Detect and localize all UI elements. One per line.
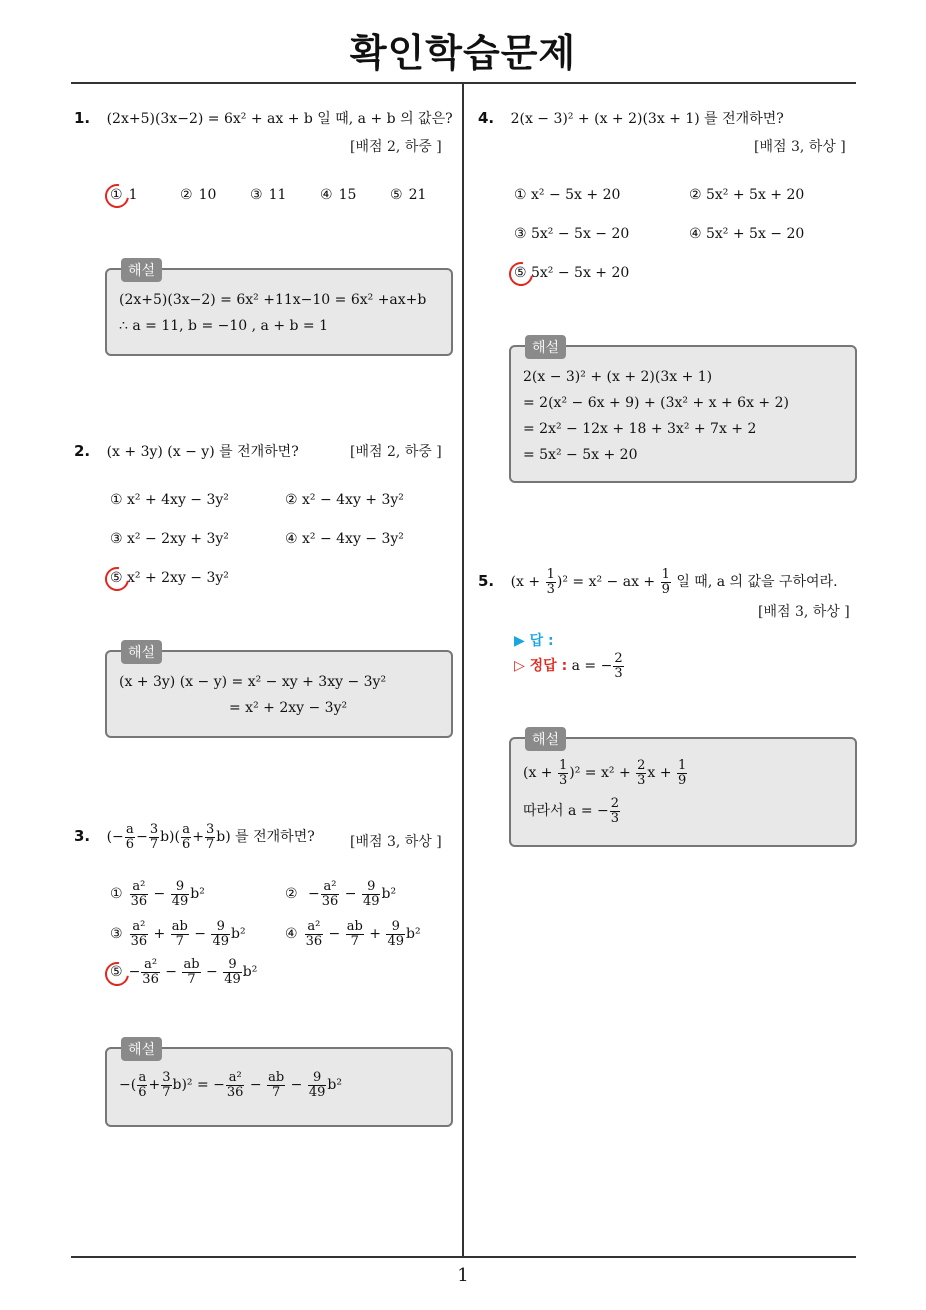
- solution-line: = x² + 2xy − 3y²: [229, 700, 348, 716]
- option-2[interactable]: ② − $\frac{\text{a²}}{36}$ − $\frac{9}{49}$ b²: [285, 879, 397, 909]
- solution-line: (x + 3y) (x − y) = x² − xy + 3xy − 3y²: [119, 674, 387, 690]
- question-number: 3.: [74, 827, 91, 846]
- answer-mark-icon: [100, 179, 133, 212]
- question-meta: [배점 2, 하중 ]: [350, 444, 442, 460]
- question-meta: [배점 2, 하중 ]: [350, 139, 442, 155]
- page-number: 1: [457, 1265, 469, 1286]
- column-divider: [462, 84, 464, 1256]
- solution-box: [509, 732, 857, 847]
- option-1[interactable]: ① $\frac{\text{a²}}{36}$ − $\frac{9}{49}$ b²: [110, 879, 205, 909]
- option-3[interactable]: ③ x² − 2xy + 3y²: [110, 531, 229, 547]
- question-number: 5.: [478, 572, 495, 591]
- correct-answer-label: ▷ 정답 :: [514, 658, 568, 675]
- answer-mark-icon: [504, 257, 537, 290]
- option-1[interactable]: ① 1: [110, 187, 138, 203]
- option-5[interactable]: ⑤ x² + 2xy − 3y²: [110, 570, 229, 586]
- correct-answer-row: [514, 652, 625, 680]
- option-4[interactable]: ④ 15: [320, 187, 357, 203]
- solution-tag: 해설: [121, 1037, 162, 1061]
- question-number: 1.: [74, 109, 91, 127]
- question-4: [478, 108, 784, 128]
- option-5[interactable]: ⑤ − $\frac{\text{a²}}{36}$ − $\frac{ab}{7}$ − $\frac{9}{49}$ b²: [110, 957, 258, 987]
- question-1: [74, 108, 453, 128]
- answer-mark-icon: [100, 562, 133, 595]
- question-number: 4.: [478, 109, 495, 127]
- solution-line: ∴ a = 11, b = −10 , a + b = 1: [119, 318, 329, 334]
- question-meta: [배점 3, 하상 ]: [758, 604, 850, 620]
- question-text: (2x+5)(3x−2) = 6x² + ax + b 일 때, a + b 의 값은?: [106, 111, 453, 127]
- question-text: (x + $\frac{1}{3}$ )² = x² − ax + $\frac{1}{9}$ 일 때, a 의 값을 구하여라.: [510, 567, 838, 597]
- solution-tag: 해설: [525, 727, 566, 751]
- question-number: 2.: [74, 442, 91, 460]
- option-4[interactable]: ④ $\frac{\text{a²}}{36}$ − $\frac{ab}{7}$ + $\frac{9}{49}$ b²: [285, 919, 421, 949]
- solution-box: [105, 263, 453, 356]
- solution-line: −( $\frac{a}{6}$ + $\frac{3}{7}$ b)² = − $\frac{\text{a²}}{36}$ − $\frac{ab}{7}$ − $\frac{9}{49}$ b²: [119, 1070, 342, 1100]
- question-3: [74, 823, 315, 851]
- solution-line: (x + $\frac{1}{3}$ )² = x² + $\frac{2}{3}$ x + $\frac{1}{9}$: [523, 758, 687, 788]
- solution-line: (2x+5)(3x−2) = 6x² +11x−10 = 6x² +ax+b: [119, 292, 427, 308]
- answer-input-row[interactable]: [514, 630, 554, 650]
- option-2[interactable]: ② 5x² + 5x + 20: [689, 187, 805, 203]
- option-2[interactable]: ② x² − 4xy + 3y²: [285, 492, 404, 508]
- option-5[interactable]: ⑤ 21: [390, 187, 427, 203]
- question-text: (x + 3y) (x − y) 를 전개하면?: [106, 444, 299, 460]
- option-3[interactable]: ③ $\frac{\text{a²}}{36}$ + $\frac{ab}{7}$ − $\frac{9}{49}$ b²: [110, 919, 246, 949]
- answer-label: ▶ 답 :: [514, 633, 554, 649]
- option-4[interactable]: ④ x² − 4xy − 3y²: [285, 531, 404, 547]
- solution-line: = 5x² − 5x + 20: [523, 447, 638, 463]
- header-rule: [71, 82, 856, 84]
- option-4[interactable]: ④ 5x² + 5x − 20: [689, 226, 805, 242]
- option-2[interactable]: ② 10: [180, 187, 217, 203]
- option-3[interactable]: ③ 11: [250, 187, 287, 203]
- solution-line: = 2(x² − 6x + 9) + (3x² + x + 6x + 2): [523, 395, 789, 411]
- solution-tag: 해설: [525, 335, 566, 359]
- question-5: [478, 568, 838, 596]
- question-meta: [배점 3, 하상 ]: [754, 139, 846, 155]
- option-1[interactable]: ① x² − 5x + 20: [514, 187, 621, 203]
- solution-line: = 2x² − 12x + 18 + 3x² + 7x + 2: [523, 421, 757, 437]
- page-title: 확인학습문제: [349, 31, 577, 75]
- solution-tag: 해설: [121, 640, 162, 664]
- solution-box: [105, 645, 453, 738]
- option-5[interactable]: ⑤ 5x² − 5x + 20: [514, 265, 630, 281]
- option-3[interactable]: ③ 5x² − 5x − 20: [514, 226, 630, 242]
- solution-box: [509, 340, 857, 483]
- question-meta: [배점 3, 하상 ]: [350, 834, 442, 850]
- question-2: [74, 441, 299, 461]
- solution-tag: 해설: [121, 258, 162, 282]
- option-1[interactable]: ① x² + 4xy − 3y²: [110, 492, 229, 508]
- question-text: (− $\frac{a}{6}$ − $\frac{3}{7}$ b)( $\frac{a}{6}$ + $\frac{3}{7}$ b) 를 전개하면?: [106, 822, 315, 852]
- footer-rule: [71, 1256, 856, 1258]
- question-text: 2(x − 3)² + (x + 2)(3x + 1) 를 전개하면?: [510, 111, 784, 127]
- correct-answer-value: a = − $\frac{2}{3}$: [571, 651, 623, 681]
- solution-line: 2(x − 3)² + (x + 2)(3x + 1): [523, 369, 713, 385]
- solution-box: [105, 1042, 453, 1127]
- solution-line: 따라서 a = − $\frac{2}{3}$: [523, 796, 620, 826]
